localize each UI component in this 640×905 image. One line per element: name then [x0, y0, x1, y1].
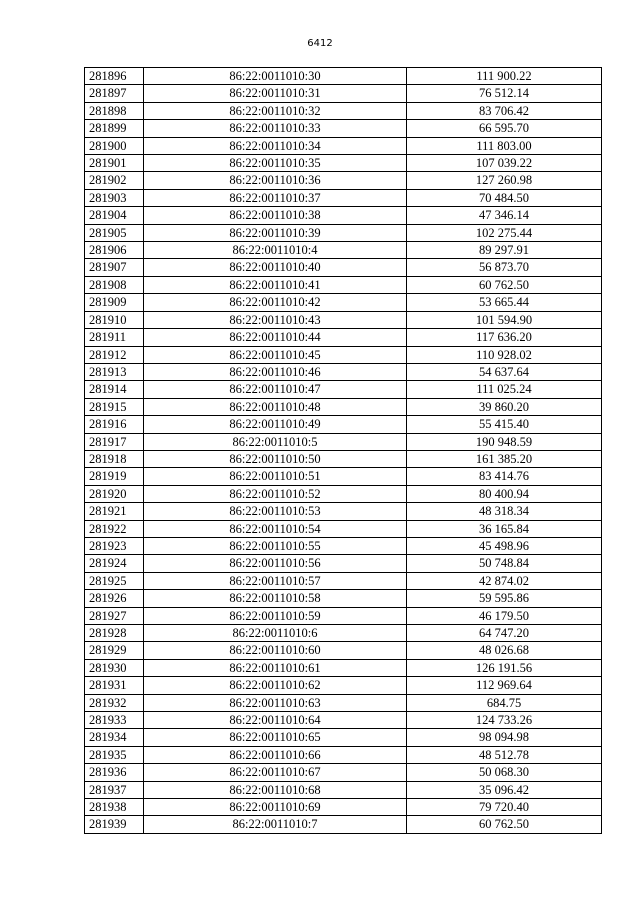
- table-row: [85, 346, 602, 363]
- cadastral-value-cell: 70 484.50: [407, 189, 602, 206]
- cadastral-number-cell: 86:22:0011010:54: [144, 520, 407, 537]
- table-row: [85, 155, 602, 172]
- cadastral-number-cell: 86:22:0011010:39: [144, 224, 407, 241]
- row-number-cell: 281928: [85, 625, 144, 642]
- cadastral-number-cell: 86:22:0011010:66: [144, 746, 407, 763]
- cadastral-value-cell: 111 900.22: [407, 68, 602, 85]
- cadastral-value-cell: 55 415.40: [407, 416, 602, 433]
- table-row: [85, 712, 602, 729]
- table-row: [85, 642, 602, 659]
- cadastral-value-cell: 39 860.20: [407, 398, 602, 415]
- table-row: [85, 450, 602, 467]
- row-number-cell: 281933: [85, 712, 144, 729]
- row-number-cell: 281930: [85, 659, 144, 676]
- cadastral-value-cell: 66 595.70: [407, 120, 602, 137]
- cadastral-number-cell: 86:22:0011010:64: [144, 712, 407, 729]
- cadastral-number-cell: 86:22:0011010:30: [144, 68, 407, 85]
- cadastral-value-cell: 50 068.30: [407, 764, 602, 781]
- cadastral-value-cell: 47 346.14: [407, 207, 602, 224]
- table-row: [85, 572, 602, 589]
- row-number-cell: 281929: [85, 642, 144, 659]
- cadastral-value-cell: 98 094.98: [407, 729, 602, 746]
- cadastral-number-cell: 86:22:0011010:69: [144, 799, 407, 816]
- cadastral-value-cell: 161 385.20: [407, 450, 602, 467]
- cadastral-value-cell: 46 179.50: [407, 607, 602, 624]
- row-number-cell: 281914: [85, 381, 144, 398]
- cadastral-value-cell: 60 762.50: [407, 816, 602, 833]
- table-row: [85, 468, 602, 485]
- table-row: [85, 398, 602, 415]
- cadastral-number-cell: 86:22:0011010:60: [144, 642, 407, 659]
- table-row: [85, 311, 602, 328]
- table-body: [85, 68, 602, 834]
- row-number-cell: 281921: [85, 503, 144, 520]
- cadastral-number-cell: 86:22:0011010:61: [144, 659, 407, 676]
- cadastral-number-cell: 86:22:0011010:44: [144, 329, 407, 346]
- table-row: [85, 816, 602, 833]
- row-number-cell: 281908: [85, 276, 144, 293]
- row-number-cell: 281918: [85, 450, 144, 467]
- cadastral-value-cell: 35 096.42: [407, 781, 602, 798]
- table-row: [85, 607, 602, 624]
- cadastral-value-cell: 111 025.24: [407, 381, 602, 398]
- cadastral-number-cell: 86:22:0011010:38: [144, 207, 407, 224]
- table-row: [85, 381, 602, 398]
- row-number-cell: 281899: [85, 120, 144, 137]
- cadastral-number-cell: 86:22:0011010:58: [144, 590, 407, 607]
- cadastral-value-cell: 53 665.44: [407, 294, 602, 311]
- cadastral-number-cell: 86:22:0011010:37: [144, 189, 407, 206]
- table-row: [85, 329, 602, 346]
- cadastral-number-cell: 86:22:0011010:6: [144, 625, 407, 642]
- row-number-cell: 281920: [85, 485, 144, 502]
- table-row: [85, 781, 602, 798]
- cadastral-value-cell: 45 498.96: [407, 537, 602, 554]
- cadastral-number-cell: 86:22:0011010:48: [144, 398, 407, 415]
- table-row: [85, 207, 602, 224]
- table-row: [85, 729, 602, 746]
- cadastral-number-cell: 86:22:0011010:5: [144, 433, 407, 450]
- cadastral-value-cell: 59 595.86: [407, 590, 602, 607]
- table-row: [85, 520, 602, 537]
- row-number-cell: 281906: [85, 242, 144, 259]
- cadastral-number-cell: 86:22:0011010:59: [144, 607, 407, 624]
- table-row: [85, 503, 602, 520]
- row-number-cell: 281932: [85, 694, 144, 711]
- cadastral-value-cell: 48 512.78: [407, 746, 602, 763]
- cadastral-number-cell: 86:22:0011010:31: [144, 85, 407, 102]
- cadastral-value-cell: 124 733.26: [407, 712, 602, 729]
- row-number-cell: 281903: [85, 189, 144, 206]
- cadastral-value-cell: 107 039.22: [407, 155, 602, 172]
- row-number-cell: 281936: [85, 764, 144, 781]
- row-number-cell: 281909: [85, 294, 144, 311]
- cadastral-value-cell: 60 762.50: [407, 276, 602, 293]
- row-number-cell: 281912: [85, 346, 144, 363]
- row-number-cell: 281904: [85, 207, 144, 224]
- cadastral-number-cell: 86:22:0011010:4: [144, 242, 407, 259]
- cadastral-number-cell: 86:22:0011010:56: [144, 555, 407, 572]
- cadastral-value-cell: 101 594.90: [407, 311, 602, 328]
- table-row: [85, 172, 602, 189]
- cadastral-value-cell: 110 928.02: [407, 346, 602, 363]
- table-row: [85, 555, 602, 572]
- cadastral-number-cell: 86:22:0011010:43: [144, 311, 407, 328]
- cadastral-number-cell: 86:22:0011010:57: [144, 572, 407, 589]
- row-number-cell: 281922: [85, 520, 144, 537]
- cadastral-value-table: [84, 67, 602, 834]
- cadastral-value-cell: 50 748.84: [407, 555, 602, 572]
- table-row: [85, 276, 602, 293]
- cadastral-value-cell: 64 747.20: [407, 625, 602, 642]
- row-number-cell: 281931: [85, 677, 144, 694]
- cadastral-number-cell: 86:22:0011010:53: [144, 503, 407, 520]
- cadastral-number-cell: 86:22:0011010:52: [144, 485, 407, 502]
- table-row: [85, 433, 602, 450]
- row-number-cell: 281926: [85, 590, 144, 607]
- cadastral-number-cell: 86:22:0011010:63: [144, 694, 407, 711]
- cadastral-value-cell: 48 318.34: [407, 503, 602, 520]
- row-number-cell: 281927: [85, 607, 144, 624]
- table-row: [85, 85, 602, 102]
- row-number-cell: 281898: [85, 102, 144, 119]
- table-row: [85, 68, 602, 85]
- table-row: [85, 537, 602, 554]
- cadastral-value-cell: 684.75: [407, 694, 602, 711]
- cadastral-value-cell: 89 297.91: [407, 242, 602, 259]
- row-number-cell: 281902: [85, 172, 144, 189]
- table-row: [85, 746, 602, 763]
- cadastral-number-cell: 86:22:0011010:40: [144, 259, 407, 276]
- row-number-cell: 281901: [85, 155, 144, 172]
- cadastral-number-cell: 86:22:0011010:50: [144, 450, 407, 467]
- cadastral-number-cell: 86:22:0011010:68: [144, 781, 407, 798]
- cadastral-number-cell: 86:22:0011010:33: [144, 120, 407, 137]
- cadastral-value-cell: 117 636.20: [407, 329, 602, 346]
- table-row: [85, 485, 602, 502]
- table-row: [85, 189, 602, 206]
- cadastral-number-cell: 86:22:0011010:35: [144, 155, 407, 172]
- cadastral-number-cell: 86:22:0011010:67: [144, 764, 407, 781]
- cadastral-number-cell: 86:22:0011010:34: [144, 137, 407, 154]
- cadastral-number-cell: 86:22:0011010:55: [144, 537, 407, 554]
- table-row: [85, 102, 602, 119]
- row-number-cell: 281937: [85, 781, 144, 798]
- cadastral-number-cell: 86:22:0011010:51: [144, 468, 407, 485]
- row-number-cell: 281916: [85, 416, 144, 433]
- cadastral-number-cell: 86:22:0011010:62: [144, 677, 407, 694]
- row-number-cell: 281923: [85, 537, 144, 554]
- cadastral-value-cell: 126 191.56: [407, 659, 602, 676]
- cadastral-value-cell: 56 873.70: [407, 259, 602, 276]
- row-number-cell: 281900: [85, 137, 144, 154]
- table-row: [85, 363, 602, 380]
- cadastral-number-cell: 86:22:0011010:7: [144, 816, 407, 833]
- cadastral-value-cell: 83 706.42: [407, 102, 602, 119]
- table-row: [85, 694, 602, 711]
- table-row: [85, 625, 602, 642]
- table-row: [85, 294, 602, 311]
- cadastral-value-cell: 80 400.94: [407, 485, 602, 502]
- cadastral-number-cell: 86:22:0011010:49: [144, 416, 407, 433]
- row-number-cell: 281913: [85, 363, 144, 380]
- table-row: [85, 120, 602, 137]
- row-number-cell: 281934: [85, 729, 144, 746]
- cadastral-number-cell: 86:22:0011010:41: [144, 276, 407, 293]
- table-row: [85, 764, 602, 781]
- cadastral-number-cell: 86:22:0011010:36: [144, 172, 407, 189]
- table-row: [85, 224, 602, 241]
- row-number-cell: 281924: [85, 555, 144, 572]
- cadastral-number-cell: 86:22:0011010:47: [144, 381, 407, 398]
- row-number-cell: 281907: [85, 259, 144, 276]
- cadastral-value-cell: 76 512.14: [407, 85, 602, 102]
- cadastral-number-cell: 86:22:0011010:45: [144, 346, 407, 363]
- cadastral-value-cell: 36 165.84: [407, 520, 602, 537]
- table-row: [85, 799, 602, 816]
- cadastral-number-cell: 86:22:0011010:42: [144, 294, 407, 311]
- cadastral-number-cell: 86:22:0011010:46: [144, 363, 407, 380]
- cadastral-value-cell: 111 803.00: [407, 137, 602, 154]
- row-number-cell: 281905: [85, 224, 144, 241]
- table-row: [85, 659, 602, 676]
- row-number-cell: 281919: [85, 468, 144, 485]
- cadastral-number-cell: 86:22:0011010:65: [144, 729, 407, 746]
- table-row: [85, 259, 602, 276]
- row-number-cell: 281939: [85, 816, 144, 833]
- page-number: 6412: [307, 38, 333, 49]
- row-number-cell: 281911: [85, 329, 144, 346]
- table-row: [85, 677, 602, 694]
- row-number-cell: 281896: [85, 68, 144, 85]
- row-number-cell: 281935: [85, 746, 144, 763]
- row-number-cell: 281915: [85, 398, 144, 415]
- row-number-cell: 281910: [85, 311, 144, 328]
- cadastral-value-cell: 102 275.44: [407, 224, 602, 241]
- cadastral-value-cell: 79 720.40: [407, 799, 602, 816]
- table-row: [85, 242, 602, 259]
- row-number-cell: 281938: [85, 799, 144, 816]
- cadastral-value-cell: 54 637.64: [407, 363, 602, 380]
- cadastral-value-cell: 127 260.98: [407, 172, 602, 189]
- row-number-cell: 281897: [85, 85, 144, 102]
- table-row: [85, 416, 602, 433]
- cadastral-value-cell: 112 969.64: [407, 677, 602, 694]
- row-number-cell: 281925: [85, 572, 144, 589]
- cadastral-number-cell: 86:22:0011010:32: [144, 102, 407, 119]
- cadastral-value-cell: 190 948.59: [407, 433, 602, 450]
- table-row: [85, 590, 602, 607]
- cadastral-value-cell: 48 026.68: [407, 642, 602, 659]
- table-row: [85, 137, 602, 154]
- cadastral-value-cell: 83 414.76: [407, 468, 602, 485]
- cadastral-value-cell: 42 874.02: [407, 572, 602, 589]
- row-number-cell: 281917: [85, 433, 144, 450]
